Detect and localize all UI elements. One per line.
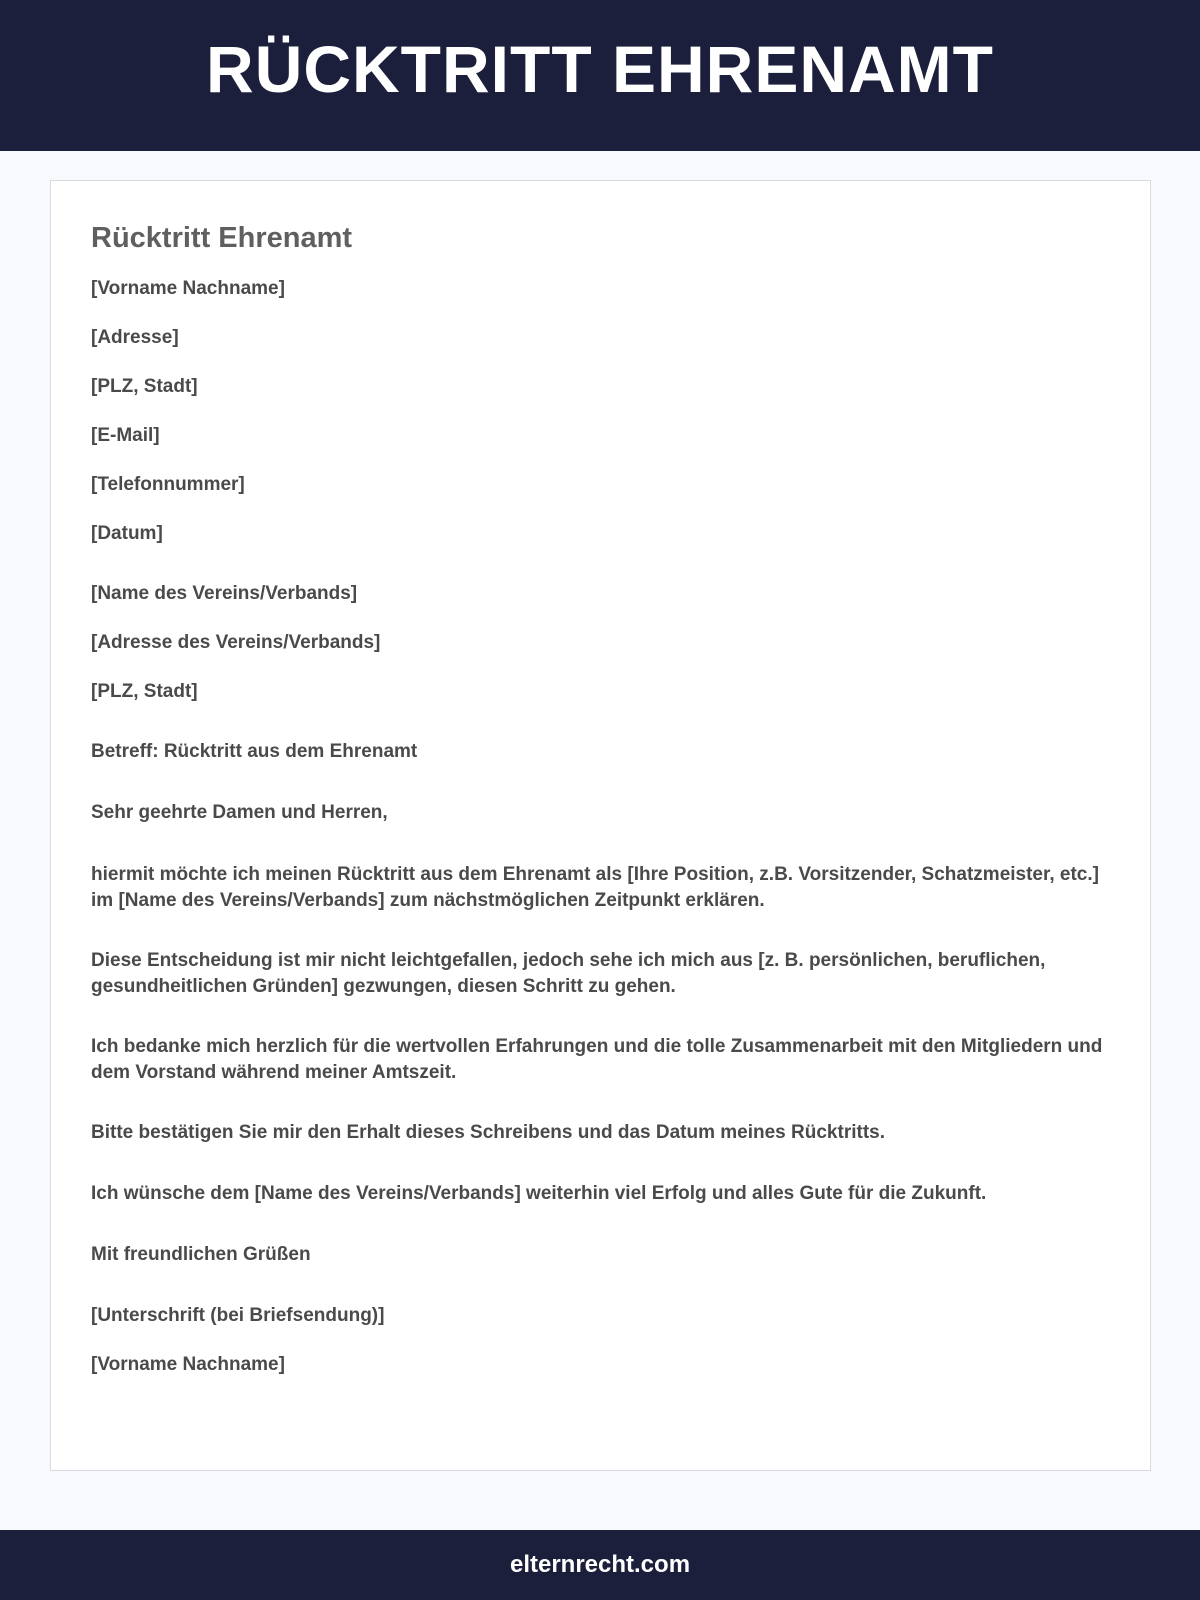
signature-placeholder: [Unterschrift (bei Briefsendung)] xyxy=(91,1305,385,1326)
subject-line: Betreff: Rücktritt aus dem Ehrenamt xyxy=(91,741,418,762)
sender-date: [Datum] xyxy=(91,523,163,544)
page-header xyxy=(0,0,1200,151)
sender-address: [Adresse] xyxy=(91,327,179,348)
footer-site-link[interactable]: elternrecht.com xyxy=(509,1551,691,1578)
paragraph: Diese Entscheidung ist mir nicht leichtgefallen, jedoch sehe ich mich aus [z. B. persönlichen, beruflichen, gesundheitlichen Gründen] gezwungen, diesen Schritt zu gehen. xyxy=(91,950,1046,997)
salutation: Sehr geehrte Damen und Herren, xyxy=(91,802,388,823)
sender-phone: [Telefonnummer] xyxy=(91,474,245,495)
signature-name: [Vorname Nachname] xyxy=(91,1354,285,1375)
recipient-block xyxy=(91,582,1111,704)
sender-city: [PLZ, Stadt] xyxy=(91,376,198,397)
paragraph: Ich bedanke mich herzlich für die wertvollen Erfahrungen und die tolle Zusammenarbeit mit den Mitgliedern und dem Vorstand während meiner Amtszeit. xyxy=(91,1036,1103,1083)
paragraph: Ich wünsche dem [Name des Vereins/Verbands] weiterhin viel Erfolg und alles Gute für die Zukunft. xyxy=(91,1183,987,1204)
paragraph: hiermit möchte ich meinen Rücktritt aus dem Ehrenamt als [Ihre Position, z.B. Vorsitzender, Schatzmeister, etc.] im [Name des Vereins/Verbands] zum nächstmöglichen Zeitpunkt erklären. xyxy=(91,864,1099,911)
paragraph: Bitte bestätigen Sie mir den Erhalt dieses Schreibens und das Datum meines Rücktritts. xyxy=(91,1122,885,1143)
sender-block xyxy=(91,277,1111,546)
sender-name: [Vorname Nachname] xyxy=(91,278,285,299)
sender-email: [E-Mail] xyxy=(91,425,160,446)
document-title: Rücktritt Ehrenamt xyxy=(91,222,353,254)
page-footer xyxy=(0,1530,1200,1600)
closing: Mit freundlichen Grüßen xyxy=(91,1244,311,1265)
recipient-address: [Adresse des Vereins/Verbands] xyxy=(91,632,381,653)
recipient-name: [Name des Vereins/Verbands] xyxy=(91,583,358,604)
recipient-city: [PLZ, Stadt] xyxy=(91,681,198,702)
document-card xyxy=(50,180,1151,1471)
header-title: RÜCKTRITT EHRENAMT xyxy=(206,31,994,106)
letter-body xyxy=(91,221,1111,1377)
